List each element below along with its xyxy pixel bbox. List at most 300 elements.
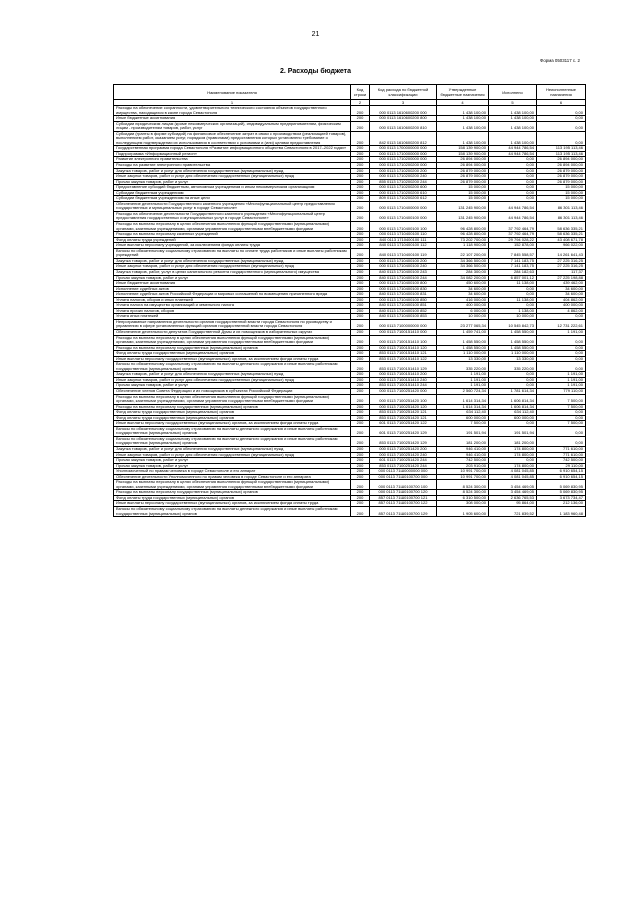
row-name: Прочая закупка товаров, работ и услуг: [114, 463, 351, 469]
row-budget-code: 000 0113 1710200200 600: [370, 185, 437, 191]
row-line-code: 200: [351, 356, 370, 362]
row-name: Обеспечение деятельности депутатов Государственной Думы и их помощников в избирательных округах: [114, 329, 351, 335]
row-name: Фонд оплаты труда учреждений: [114, 237, 351, 243]
row-executed: 44 944 786,54: [489, 151, 537, 157]
row-budget-code: 857 0113 71Ш0100700 129: [370, 507, 437, 517]
row-unexecuted: 1 183 960,48: [537, 507, 586, 517]
row-approved: 2 560 724,34: [437, 388, 489, 394]
row-name: Прочая закупка товаров, работ и услуг: [114, 458, 351, 464]
row-executed: 2 636 765,53: [489, 495, 537, 501]
row-unexecuted: 34 600,00: [537, 286, 586, 292]
row-name: Расходы на выплаты персоналу казенных учреждений: [114, 232, 351, 238]
row-unexecuted: 0,00: [537, 345, 586, 351]
row-line-code: 200: [351, 222, 370, 232]
table-row: [114, 426, 586, 436]
row-executed: 0,00: [489, 303, 537, 309]
row-name: Субсидии (гранты в форме субсидий) на финансовое обеспечение затрат в связи с производством (реализацией товаров), выполнением работ, оказанием услуг, порядком (правилами) предоставления которых установлено требование о последующем подтверждении их использования в соответствии с условиями и (или) целями предоставления: [114, 131, 351, 146]
row-approved: 131 245 900,00: [437, 211, 489, 221]
row-name: Уплата налогов, сборов и иных платежей: [114, 297, 351, 303]
row-budget-code: 000 0113 1610600200 800: [370, 116, 437, 122]
row-executed: 29 794 028,22: [489, 237, 537, 243]
row-budget-code: 853 0113 7100151410 244: [370, 383, 437, 389]
row-budget-code: 840 0113 1710400100 243: [370, 269, 437, 275]
row-name: Расходы на обеспечение деятельности Государственного казенного учреждения «Многофункциональный центр предоставления государственных и муниципальных услуг в городе Севастополе»: [114, 211, 351, 221]
row-budget-code: 000 0113 71Ш0100700 000: [370, 474, 437, 480]
row-budget-code: 000 0113 7100251420 200: [370, 447, 437, 453]
row-name: Взносы по обязательному социальному страхованию на выплаты денежного содержания и иные выплаты работникам государственных (муниципальных) органов: [114, 362, 351, 372]
row-executed: 13 330,00: [489, 356, 537, 362]
row-budget-code: 000 0113 71Ш0100700 100: [370, 480, 437, 490]
row-unexecuted: 439 462,00: [537, 281, 586, 287]
row-name: Расходы на выплаты персоналу в целях обеспечения выполнения функций государственными (муниципальными) органами, казенными учреждениями, органами управления государственными внебюджетными фондами: [114, 480, 351, 490]
row-executed: 0,00: [489, 383, 537, 389]
row-approved: 946 410,00: [437, 447, 489, 453]
row-line-code: 200: [351, 243, 370, 249]
row-approved: 26 894 000,00: [437, 163, 489, 169]
row-budget-code: 000 0113 7100151410 200: [370, 372, 437, 378]
row-line-code: 200: [351, 490, 370, 496]
row-budget-code: 601 0113 7100251420 244: [370, 458, 437, 464]
row-line-code: 200: [351, 258, 370, 264]
row-budget-code: 000 0113 1610600200 000: [370, 106, 437, 116]
row-line-code: 200: [351, 179, 370, 185]
row-executed: 0,00: [489, 179, 537, 185]
row-name: Прочая закупка товаров, работ и услуг: [114, 383, 351, 389]
row-approved: 181 200,00: [437, 436, 489, 446]
row-executed: 37 792 464,79: [489, 232, 537, 238]
row-name: Расходы на выплаты персоналу государственных (муниципальных) органов: [114, 490, 351, 496]
row-unexecuted: 58 636 335,21: [537, 222, 586, 232]
row-approved: 1 118 900,00: [437, 243, 489, 249]
row-unexecuted: 26 879 000,00: [537, 168, 586, 174]
row-name: Иные выплаты персоналу государственных (муниципальных) органов, за исключением фонда оплаты труда: [114, 501, 351, 507]
row-line-code: 200: [351, 264, 370, 270]
row-budget-code: 000 0113 71Ш0000000 000: [370, 469, 437, 475]
row-line-code: 200: [351, 190, 370, 196]
row-executed: 152 878,00: [489, 243, 537, 249]
row-approved: 400 000,00: [437, 303, 489, 309]
row-approved: 96 428 800,00: [437, 232, 489, 238]
row-budget-code: 853 0113 7100251420 244: [370, 463, 437, 469]
row-executed: 0,00: [489, 168, 537, 174]
row-name: Обеспечение деятельности Государственного казенного учреждения «Многофункциональный центр предоставления государственных и муниципальных услуг в городе Севастополе»: [114, 201, 351, 211]
row-line-code: 200: [351, 426, 370, 436]
row-name: Иные бюджетные ассигнования: [114, 281, 351, 287]
row-name: Взносы по обязательному социальному страхованию на выплаты денежного содержания и иные выплаты работникам государственных (муниципальных) органов: [114, 436, 351, 446]
header-unexecuted: Неисполненные назначения: [537, 85, 586, 100]
row-budget-code: 000 0113 1700000000 000: [370, 146, 437, 152]
row-executed: 7 141 183,75: [489, 264, 537, 270]
row-line-code: 200: [351, 201, 370, 211]
row-executed: 0,00: [489, 190, 537, 196]
row-budget-code: 000 0113 7100251420 000: [370, 388, 437, 394]
row-line-code: 200: [351, 248, 370, 258]
row-line-code: 200: [351, 308, 370, 314]
row-approved: 22 107 200,00: [437, 248, 489, 258]
row-budget-code: 840 0113 1710400100 111: [370, 237, 437, 243]
row-approved: 1 438 100,00: [437, 131, 489, 146]
row-executed: 174 800,00: [489, 447, 537, 453]
row-line-code: 200: [351, 501, 370, 507]
row-executed: 1 781 614,34: [489, 388, 537, 394]
row-budget-code: 853 0113 7100251420 121: [370, 415, 437, 421]
row-line-code: 200: [351, 319, 370, 329]
row-approved: 15 000,00: [437, 185, 489, 191]
row-approved: 416 000,00: [437, 297, 489, 303]
row-name: Закупка товаров, работ и услуг для обеспечения государственных (муниципальных) нужд: [114, 168, 351, 174]
row-line-code: 200: [351, 474, 370, 480]
row-budget-code: 840 0113 1710400100 119: [370, 248, 437, 258]
row-executed: 0,00: [489, 458, 537, 464]
row-executed: 44 944 786,54: [489, 146, 537, 152]
row-name: Расходы на выплаты персоналу в целях обеспечения выполнения функций государственными (муниципальными) органами, казенными учреждениями, органами управления государственными внебюджетными фондами: [114, 222, 351, 232]
row-unexecuted: 0,00: [537, 362, 586, 372]
row-unexecuted: 3 673 734,47: [537, 495, 586, 501]
row-line-code: 200: [351, 297, 370, 303]
row-executed: 0,00: [489, 185, 537, 191]
row-budget-code: 000 0113 7100151410 100: [370, 335, 437, 345]
row-unexecuted: 0,00: [537, 121, 586, 131]
row-line-code: 200: [351, 211, 370, 221]
row-approved: 158 139 900,00: [437, 146, 489, 152]
row-name: Закупка товаров, работ и услуг для обеспечения государственных (муниципальных) нужд: [114, 258, 351, 264]
row-unexecuted: 43 408 671,78: [537, 237, 586, 243]
row-name: Государственная программа города Севастополя «Развитие информационного общества Севастополя в 2017–2022 годах»: [114, 146, 351, 152]
row-line-code: 200: [351, 351, 370, 357]
row-unexecuted: 34 600,00: [537, 292, 586, 298]
row-executed: 1 458 550,00: [489, 335, 537, 345]
row-name: Уплата иных платежей: [114, 314, 351, 320]
row-line-code: 200: [351, 168, 370, 174]
row-name: Фонд оплаты труда государственных (муниципальных) органов: [114, 351, 351, 357]
row-name: Непрограммные направления деятельности органов государственной власти города Севастополя по руководству и управлению в сфере установленных функций органов государственной власти города Севастополя: [114, 319, 351, 329]
row-executed: 1 458 550,00: [489, 329, 537, 335]
row-approved: 284 300,00: [437, 269, 489, 275]
row-approved: 15 000,00: [437, 196, 489, 202]
row-line-code: 200: [351, 447, 370, 453]
row-budget-code: 601 0113 7100251420 122: [370, 421, 437, 427]
row-line-code: 200: [351, 281, 370, 287]
row-executed: 0,00: [489, 196, 537, 202]
row-approved: 1 458 550,00: [437, 345, 489, 351]
row-unexecuted: 27 225 198,88: [537, 275, 586, 281]
row-budget-code: 842 0113 1610600200 812: [370, 131, 437, 146]
row-name: Иные выплаты персоналу государственных (муниципальных) органов, за исключением фонда оплаты труда: [114, 356, 351, 362]
row-approved: 1 614 314,34: [437, 404, 489, 410]
row-unexecuted: 7 500,00: [537, 404, 586, 410]
row-approved: 34 082 200,00: [437, 275, 489, 281]
row-executed: 0,00: [489, 377, 537, 383]
row-budget-code: 000 0113 1710400000 000: [370, 201, 437, 211]
row-executed: 174 800,00: [489, 452, 537, 458]
row-budget-code: 840 0113 1710400100 852: [370, 308, 437, 314]
row-name: Субсидии юридическим лицам (кроме некоммерческих организаций), индивидуальным предпринимателям, физическим лицам - производителям товаров, работ, услуг: [114, 121, 351, 131]
row-executed: 284 182,63: [489, 269, 537, 275]
row-approved: 742 500,00: [437, 458, 489, 464]
row-executed: 191 501,94: [489, 426, 537, 436]
row-approved: 26 879 000,00: [437, 174, 489, 180]
row-name: Расходы на выплаты персоналу в целях обеспечения выполнения функций государственными (муниципальными) органами, казенными учреждениями, органами управления государственными внебюджетными фондами: [114, 394, 351, 404]
row-executed: 0,00: [489, 372, 537, 378]
row-unexecuted: 771 610,00: [537, 447, 586, 453]
row-line-code: 200: [351, 269, 370, 275]
row-unexecuted: 27 225 316,25: [537, 264, 586, 270]
row-unexecuted: 0,00: [537, 314, 586, 320]
header-approved: Утвержденные бюджетные назначения: [437, 85, 489, 100]
row-unexecuted: 0,00: [537, 426, 586, 436]
row-line-code: 200: [351, 383, 370, 389]
row-name: Уплата прочих налогов, сборов: [114, 308, 351, 314]
row-budget-code: 840 0113 1710400100 112: [370, 243, 437, 249]
row-name: Обеспечение деятельности Уполномоченного по правам человека в городе Севастополе и его аппарата: [114, 474, 351, 480]
row-executed: 0,00: [489, 421, 537, 427]
row-approved: 10 991 700,00: [437, 474, 489, 480]
row-executed: 0,00: [489, 174, 537, 180]
row-name: Развитие электронного правительства: [114, 157, 351, 163]
row-executed: 11 138,00: [489, 297, 537, 303]
row-approved: 1 438 100,00: [437, 121, 489, 131]
row-budget-code: 840 0113 1710400100 851: [370, 303, 437, 309]
table-row: [114, 362, 586, 372]
row-unexecuted: 26 894 000,00: [537, 163, 586, 169]
row-unexecuted: 1 191,00: [537, 377, 586, 383]
row-line-code: 200: [351, 372, 370, 378]
row-line-code: 200: [351, 362, 370, 372]
row-budget-code: 000 0113 1710400100 200: [370, 258, 437, 264]
row-approved: 450 600,00: [437, 281, 489, 287]
row-unexecuted: 6 910 654,15: [537, 469, 586, 475]
row-line-code: 200: [351, 116, 370, 122]
row-approved: 10 991 700,00: [437, 469, 489, 475]
row-name: Исполнение судебных актов: [114, 286, 351, 292]
form-code: Форма 0503117 с. 2: [540, 58, 580, 63]
row-line-code: 200: [351, 146, 370, 152]
row-approved: 1 458 550,00: [437, 335, 489, 345]
row-budget-code: 000 0113 71Ш0100700 120: [370, 490, 437, 496]
row-approved: 26 879 000,00: [437, 179, 489, 185]
row-unexecuted: 113 195 113,46: [537, 151, 586, 157]
row-unexecuted: 26 879 000,00: [537, 174, 586, 180]
row-line-code: 200: [351, 463, 370, 469]
table-row: [114, 248, 586, 258]
row-name: Предоставление субсидий бюджетным, автономным учреждениям и иным некоммерческим организациям: [114, 185, 351, 191]
section-title: 2. Расходы бюджета: [280, 68, 351, 75]
table-body: [114, 106, 586, 517]
row-unexecuted: 966 022,00: [537, 243, 586, 249]
header-executed: Исполнено: [489, 85, 537, 100]
row-line-code: 200: [351, 507, 370, 517]
row-name: Иные выплаты персоналу государственных (муниципальных) органов, за исключением фонда оплаты труда: [114, 421, 351, 427]
column-number: 1: [114, 100, 351, 106]
row-unexecuted: 5 069 830,95: [537, 490, 586, 496]
row-unexecuted: 0,00: [537, 351, 586, 357]
row-executed: 1 458 550,00: [489, 345, 537, 351]
row-approved: 34 600,00: [437, 286, 489, 292]
row-executed: 4 081 045,85: [489, 469, 537, 475]
row-executed: 10 000,00: [489, 314, 537, 320]
row-name: Закупка товаров, работ и услуг для обеспечения государственных (муниципальных) нужд: [114, 372, 351, 378]
row-name: Уполномоченный по правам человека в городе Севастополе и его аппарат: [114, 469, 351, 475]
table-row: [114, 222, 586, 232]
row-executed: 0,00: [489, 286, 537, 292]
row-approved: 34 366 500,00: [437, 264, 489, 270]
row-executed: 10 545 842,73: [489, 319, 537, 329]
row-name: Расходы на выплаты персоналу в целях обеспечения выполнения функций государственными (муниципальными) органами, казенными учреждениями, органами управления государственными внебюджетными фондами: [114, 335, 351, 345]
row-approved: 96 428 800,00: [437, 222, 489, 232]
row-name: Подпрограмма «Информационный регион»: [114, 151, 351, 157]
row-budget-code: 000 0113 1710200200 000: [370, 163, 437, 169]
table-row: [114, 211, 586, 221]
row-line-code: 200: [351, 131, 370, 146]
row-unexecuted: 0,00: [537, 356, 586, 362]
row-line-code: 200: [351, 458, 370, 464]
row-line-code: 200: [351, 345, 370, 351]
row-line-code: 200: [351, 388, 370, 394]
row-executed: 7 845 558,57: [489, 248, 537, 258]
table-row: [114, 335, 586, 345]
row-line-code: 200: [351, 410, 370, 416]
table-row: [114, 106, 586, 116]
row-approved: 34 366 500,00: [437, 258, 489, 264]
row-executed: 11 138,00: [489, 281, 537, 287]
row-budget-code: 000 0113 1710400100 830: [370, 286, 437, 292]
row-approved: 1 191,00: [437, 372, 489, 378]
row-line-code: 200: [351, 452, 370, 458]
row-executed: 6 857 001,12: [489, 275, 537, 281]
row-name: Фонд оплаты труда государственных (муниципальных) органов: [114, 495, 351, 501]
row-unexecuted: 7 500,00: [537, 394, 586, 404]
row-executed: 1 438 100,00: [489, 121, 537, 131]
row-approved: 15 000,00: [437, 190, 489, 196]
row-approved: 1 191,00: [437, 383, 489, 389]
row-approved: 1 110 000,00: [437, 351, 489, 357]
row-name: Взносы по обязательному социальному страхованию на выплаты денежного содержания и иные выплаты работникам государственных (муниципальных) органов: [114, 507, 351, 517]
row-executed: 3 454 469,05: [489, 480, 537, 490]
row-budget-code: 000 0113 1710400100 240: [370, 264, 437, 270]
row-budget-code: 000 0113 7100151410 240: [370, 377, 437, 383]
row-budget-code: 000 0113 1710400100 100: [370, 222, 437, 232]
row-line-code: 200: [351, 303, 370, 309]
row-line-code: 200: [351, 121, 370, 131]
row-unexecuted: 26 879 000,00: [537, 179, 586, 185]
row-approved: 946 410,00: [437, 452, 489, 458]
row-unexecuted: 404 862,00: [537, 297, 586, 303]
row-unexecuted: 0,00: [537, 410, 586, 416]
row-approved: 1 438 100,00: [437, 116, 489, 122]
row-unexecuted: 742 500,00: [537, 458, 586, 464]
row-name: Иные бюджетные ассигнования: [114, 116, 351, 122]
row-executed: 7 141 183,75: [489, 258, 537, 264]
row-name: Расходы на выплаты персоналу государственных (муниципальных) органов: [114, 404, 351, 410]
row-unexecuted: 26 894 000,00: [537, 157, 586, 163]
header-name: Наименование показателя: [114, 85, 351, 100]
row-approved: 10 000,00: [437, 314, 489, 320]
row-executed: 634 112,40: [489, 410, 537, 416]
row-approved: 1 905 600,00: [437, 507, 489, 517]
row-name: Закупка товаров, работ и услуг для обеспечения государственных (муниципальных) нужд: [114, 447, 351, 453]
row-unexecuted: 1 191,00: [537, 383, 586, 389]
row-unexecuted: 113 195 113,46: [537, 146, 586, 152]
row-line-code: 200: [351, 415, 370, 421]
row-executed: 0,00: [489, 292, 537, 298]
row-unexecuted: 0,00: [537, 436, 586, 446]
row-name: Расходы на развитие электронного правительства: [114, 163, 351, 169]
row-executed: 181 200,00: [489, 436, 537, 446]
row-budget-code: 853 0113 7100251420 121: [370, 410, 437, 416]
table-row: [114, 121, 586, 131]
row-name: Субсидии бюджетным учреждениям на иные цели: [114, 196, 351, 202]
row-budget-code: 601 0113 7100251420 129: [370, 426, 437, 436]
row-approved: 13 330,00: [437, 356, 489, 362]
row-budget-code: 000 0113 1710400100 850: [370, 297, 437, 303]
row-line-code: 200: [351, 163, 370, 169]
row-name: Субсидии бюджетным учреждениям: [114, 190, 351, 196]
row-unexecuted: 86 301 113,46: [537, 201, 586, 211]
column-number: 5: [489, 100, 537, 106]
row-unexecuted: 6 910 654,15: [537, 474, 586, 480]
row-line-code: 200: [351, 275, 370, 281]
row-unexecuted: 27 225 316,25: [537, 258, 586, 264]
row-name: Иные закупки товаров, работ и услуг для обеспечения государственных (муниципальных) нужд: [114, 174, 351, 180]
row-line-code: 200: [351, 237, 370, 243]
row-executed: 1 110 000,00: [489, 351, 537, 357]
row-executed: 4 081 045,85: [489, 474, 537, 480]
row-name: Взносы по обязательному социальному страхованию на выплаты денежного содержания и иные выплаты работникам государственных (муниципальных) органов: [114, 426, 351, 436]
row-approved: 34 600,00: [437, 292, 489, 298]
row-budget-code: 000 0113 7100251420 240: [370, 452, 437, 458]
row-approved: 73 202 700,00: [437, 237, 489, 243]
row-budget-code: 853 0113 7100151410 122: [370, 356, 437, 362]
row-approved: 1 438 100,00: [437, 106, 489, 116]
row-budget-code: 000 0113 7100251420 100: [370, 394, 437, 404]
row-budget-code: 000 0113 1610600200 810: [370, 121, 437, 131]
table-row: [114, 436, 586, 446]
row-name: Фонд оплаты труда государственных (муниципальных) органов: [114, 415, 351, 421]
row-approved: 335 220,00: [437, 362, 489, 372]
row-unexecuted: 86 301 113,46: [537, 211, 586, 221]
row-unexecuted: 14 261 641,43: [537, 248, 586, 258]
expenditure-table: [113, 84, 586, 517]
table-row: [114, 131, 586, 146]
row-line-code: 200: [351, 469, 370, 475]
row-budget-code: 853 0113 7100151410 121: [370, 351, 437, 357]
row-budget-code: 000 0113 1710200200 240: [370, 174, 437, 180]
row-budget-code: 000 0113 1710200000 000: [370, 157, 437, 163]
row-line-code: 200: [351, 196, 370, 202]
row-approved: 23 277 065,34: [437, 319, 489, 329]
row-budget-code: 855 0113 1710200200 244: [370, 179, 437, 185]
row-unexecuted: 7 500,00: [537, 421, 586, 427]
row-executed: 1 438 100,00: [489, 131, 537, 146]
row-unexecuted: 212 136,00: [537, 501, 586, 507]
row-approved: 308 000,00: [437, 501, 489, 507]
row-name: Иные закупки товаров, работ и услуг для обеспечения государственных (муниципальных) нужд: [114, 452, 351, 458]
table-header-row: [114, 85, 586, 100]
row-name: Расходы на обеспечение сохранности, удовлетворительного технического состояния объектов государственного имущества, находящихся в казне города Севастополя: [114, 106, 351, 116]
row-budget-code: 000 0113 7100251420 120: [370, 404, 437, 410]
row-budget-code: 809 0113 1710200200 612: [370, 196, 437, 202]
row-executed: 0,00: [489, 157, 537, 163]
row-name: Расходы на выплаты персоналу государственных (муниципальных) органов: [114, 345, 351, 351]
row-budget-code: 840 0113 1710400100 244: [370, 275, 437, 281]
row-name: Фонд оплаты труда государственных (муниципальных) органов: [114, 410, 351, 416]
row-unexecuted: 1 191,00: [537, 329, 586, 335]
row-name: Закупка товаров, работ, услуг в целях капитального ремонта государственного (муниципального) имущества: [114, 269, 351, 275]
row-line-code: 200: [351, 394, 370, 404]
row-unexecuted: 1 191,00: [537, 372, 586, 378]
row-line-code: 200: [351, 151, 370, 157]
row-budget-code: 000 0113 7100151410 120: [370, 345, 437, 351]
